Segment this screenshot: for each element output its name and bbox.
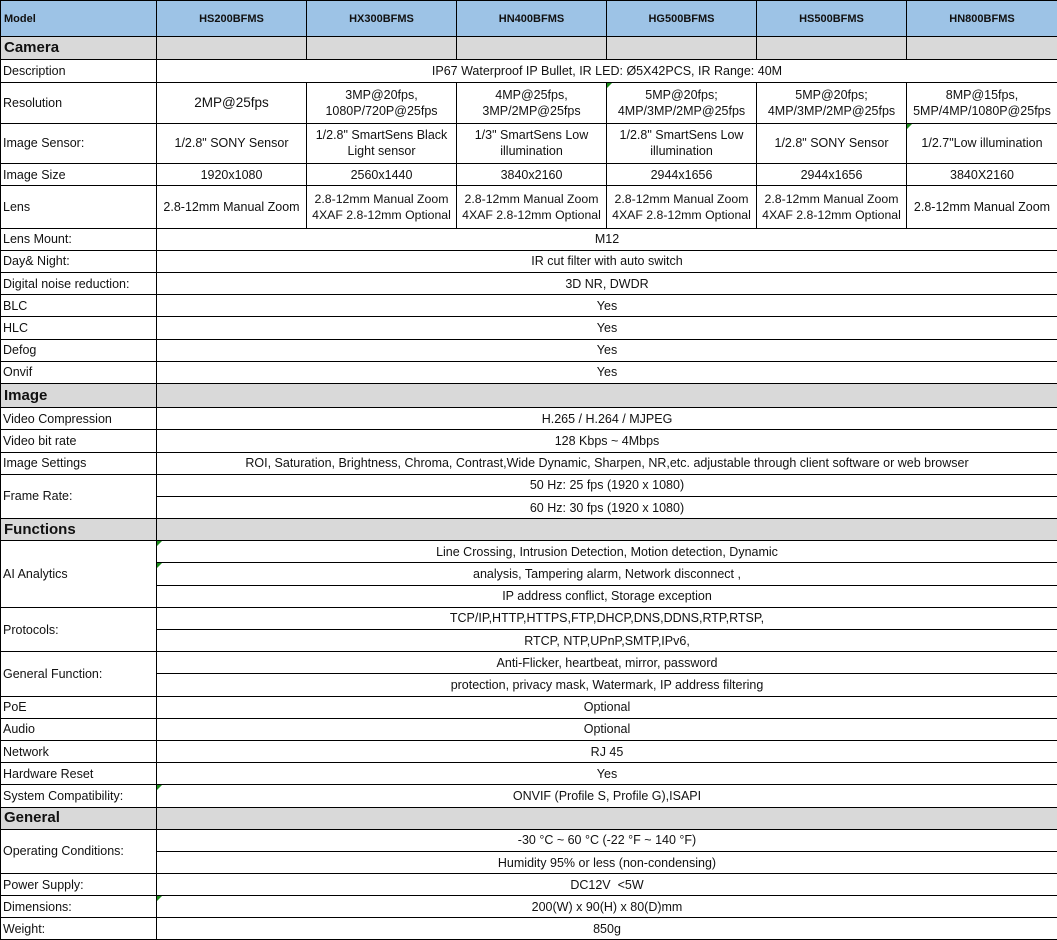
spec-row <box>1 829 1057 851</box>
spec-row <box>1 652 1057 674</box>
row-value: 50 Hz: 25 fps (1920 x 1080) <box>157 474 1057 496</box>
row-label: Image Size <box>1 164 157 186</box>
row-label: Onvif <box>1 361 157 383</box>
cell-value: 1/3" SmartSens Low illumination <box>457 123 607 163</box>
row-value: IR cut filter with auto switch <box>157 250 1057 272</box>
cell-value: 3MP@20fps, 1080P/720P@25fps <box>307 83 457 123</box>
row-value: Yes <box>157 361 1057 383</box>
row-label: Power Supply: <box>1 874 157 896</box>
row-label: Weight: <box>1 918 157 940</box>
spec-row <box>1 123 1057 163</box>
row-label: Audio <box>1 718 157 740</box>
spec-row <box>1 361 1057 383</box>
row-label: Lens Mount: <box>1 228 157 250</box>
spec-row <box>1 785 1057 807</box>
spec-row <box>1 228 1057 250</box>
spec-row <box>1 452 1057 474</box>
row-value: IP address conflict, Storage exception <box>157 585 1057 607</box>
cell-value: 2944x1656 <box>607 164 757 186</box>
row-label: AI Analytics <box>1 541 157 608</box>
row-value: 850g <box>157 918 1057 940</box>
spec-row <box>1 896 1057 918</box>
cell-value: 3840x2160 <box>457 164 607 186</box>
spec-row <box>1 317 1057 339</box>
row-value: Optional <box>157 696 1057 718</box>
row-label: Lens <box>1 186 157 228</box>
spec-row <box>1 918 1057 940</box>
section-title: Camera <box>1 37 157 60</box>
cell-value: 5MP@20fps; 4MP/3MP/2MP@25fps <box>607 83 757 123</box>
row-label: Video bit rate <box>1 430 157 452</box>
section-title: Functions <box>1 519 157 541</box>
spec-row <box>1 607 1057 629</box>
row-value: RJ 45 <box>157 740 1057 762</box>
row-value: Humidity 95% or less (non-condensing) <box>157 851 1057 873</box>
cell-value: 1/2.8" SONY Sensor <box>757 123 907 163</box>
row-value: 200(W) x 90(H) x 80(D)mm <box>157 896 1057 918</box>
row-label: Dimensions: <box>1 896 157 918</box>
row-label: Day& Night: <box>1 250 157 272</box>
spec-row <box>1 474 1057 496</box>
row-value: protection, privacy mask, Watermark, IP address filtering <box>157 674 1057 696</box>
spec-row <box>1 563 1057 585</box>
row-value: DC12V <5W <box>157 874 1057 896</box>
cell-value: 3840X2160 <box>907 164 1057 186</box>
cell-value: 2.8-12mm Manual Zoom 4XAF 2.8-12mm Optional <box>607 186 757 228</box>
spec-row <box>1 718 1057 740</box>
cell-value: 4MP@25fps, 3MP/2MP@25fps <box>457 83 607 123</box>
spec-row <box>1 696 1057 718</box>
spec-row <box>1 273 1057 295</box>
model-name: HX300BFMS <box>307 1 457 37</box>
row-value: Anti-Flicker, heartbeat, mirror, password <box>157 652 1057 674</box>
row-label: BLC <box>1 295 157 317</box>
spec-row <box>1 740 1057 762</box>
row-value: ONVIF (Profile S, Profile G),ISAPI <box>157 785 1057 807</box>
row-label: System Compatibility: <box>1 785 157 807</box>
row-label: Network <box>1 740 157 762</box>
row-value: Yes <box>157 295 1057 317</box>
cell-value: 1/2.8" SmartSens Low illumination <box>607 123 757 163</box>
spec-row <box>1 541 1057 563</box>
cell-value: 2.8-12mm Manual Zoom 4XAF 2.8-12mm Optional <box>307 186 457 228</box>
spec-row <box>1 496 1057 518</box>
model-name: HS200BFMS <box>157 1 307 37</box>
model-name: HG500BFMS <box>607 1 757 37</box>
section-row-camera <box>1 37 1057 60</box>
row-label: HLC <box>1 317 157 339</box>
spec-row <box>1 164 1057 186</box>
row-label: Image Sensor: <box>1 123 157 163</box>
row-label: Resolution <box>1 83 157 123</box>
row-value: Yes <box>157 339 1057 361</box>
spec-row <box>1 186 1057 228</box>
cell-value: 2560x1440 <box>307 164 457 186</box>
cell-value: 2MP@25fps <box>157 83 307 123</box>
header-row <box>1 1 1057 37</box>
cell-value: 2.8-12mm Manual Zoom <box>907 186 1057 228</box>
row-value: RTCP, NTP,UPnP,SMTP,IPv6, <box>157 630 1057 652</box>
row-value: 3D NR, DWDR <box>157 273 1057 295</box>
spec-row <box>1 408 1057 430</box>
row-value: 60 Hz: 30 fps (1920 x 1080) <box>157 496 1057 518</box>
row-value: Line Crossing, Intrusion Detection, Motion detection, Dynamic <box>157 541 1057 563</box>
section-row-general <box>1 807 1057 829</box>
row-label: Digital noise reduction: <box>1 273 157 295</box>
cell-value: 5MP@20fps; 4MP/3MP/2MP@25fps <box>757 83 907 123</box>
cell-value: 2.8-12mm Manual Zoom <box>157 186 307 228</box>
spec-row <box>1 585 1057 607</box>
cell-value: 8MP@15fps, 5MP/4MP/1080P@25fps <box>907 83 1057 123</box>
row-label: Defog <box>1 339 157 361</box>
spec-row <box>1 339 1057 361</box>
cell-value: 2944x1656 <box>757 164 907 186</box>
row-label: PoE <box>1 696 157 718</box>
spec-row <box>1 674 1057 696</box>
row-value: ROI, Saturation, Brightness, Chroma, Contrast,Wide Dynamic, Sharpen, NR,etc. adjustable through client software or web browser <box>157 452 1057 474</box>
row-label: Image Settings <box>1 452 157 474</box>
spec-row <box>1 83 1057 123</box>
row-label: Video Compression <box>1 408 157 430</box>
section-row-functions <box>1 519 1057 541</box>
row-value: Yes <box>157 317 1057 339</box>
row-value: 128 Kbps ~ 4Mbps <box>157 430 1057 452</box>
row-label: Frame Rate: <box>1 474 157 518</box>
row-value: TCP/IP,HTTP,HTTPS,FTP,DHCP,DNS,DDNS,RTP,RTSP, <box>157 607 1057 629</box>
spec-row <box>1 763 1057 785</box>
row-value: Yes <box>157 763 1057 785</box>
spec-row <box>1 430 1057 452</box>
cell-value: 2.8-12mm Manual Zoom 4XAF 2.8-12mm Optional <box>457 186 607 228</box>
model-name: HS500BFMS <box>757 1 907 37</box>
row-value: analysis, Tampering alarm, Network disconnect , <box>157 563 1057 585</box>
row-label: Protocols: <box>1 607 157 651</box>
row-label: General Function: <box>1 652 157 696</box>
row-label: Hardware Reset <box>1 763 157 785</box>
cell-value: 1/2.8" SmartSens Black Light sensor <box>307 123 457 163</box>
cell-value: 1/2.7"Low illumination <box>907 123 1057 163</box>
row-label: Description <box>1 60 157 83</box>
spec-row <box>1 630 1057 652</box>
section-row-image <box>1 383 1057 407</box>
row-label: Operating Conditions: <box>1 829 157 873</box>
spec-row <box>1 874 1057 896</box>
cell-value: 1920x1080 <box>157 164 307 186</box>
spec-row <box>1 295 1057 317</box>
spec-row <box>1 60 1057 83</box>
row-value: -30 °C ~ 60 °C (-22 °F ~ 140 °F) <box>157 829 1057 851</box>
row-value: Optional <box>157 718 1057 740</box>
model-name: HN800BFMS <box>907 1 1057 37</box>
spec-row <box>1 851 1057 873</box>
row-value: M12 <box>157 228 1057 250</box>
spec-row <box>1 250 1057 272</box>
model-name: HN400BFMS <box>457 1 607 37</box>
row-value: H.265 / H.264 / MJPEG <box>157 408 1057 430</box>
section-title: General <box>1 807 157 829</box>
model-header: Model <box>1 1 157 37</box>
cell-value: 2.8-12mm Manual Zoom 4XAF 2.8-12mm Optional <box>757 186 907 228</box>
row-value: IP67 Waterproof IP Bullet, IR LED: Ø5X42PCS, IR Range: 40M <box>157 60 1057 83</box>
section-title: Image <box>1 383 157 407</box>
cell-value: 1/2.8" SONY Sensor <box>157 123 307 163</box>
